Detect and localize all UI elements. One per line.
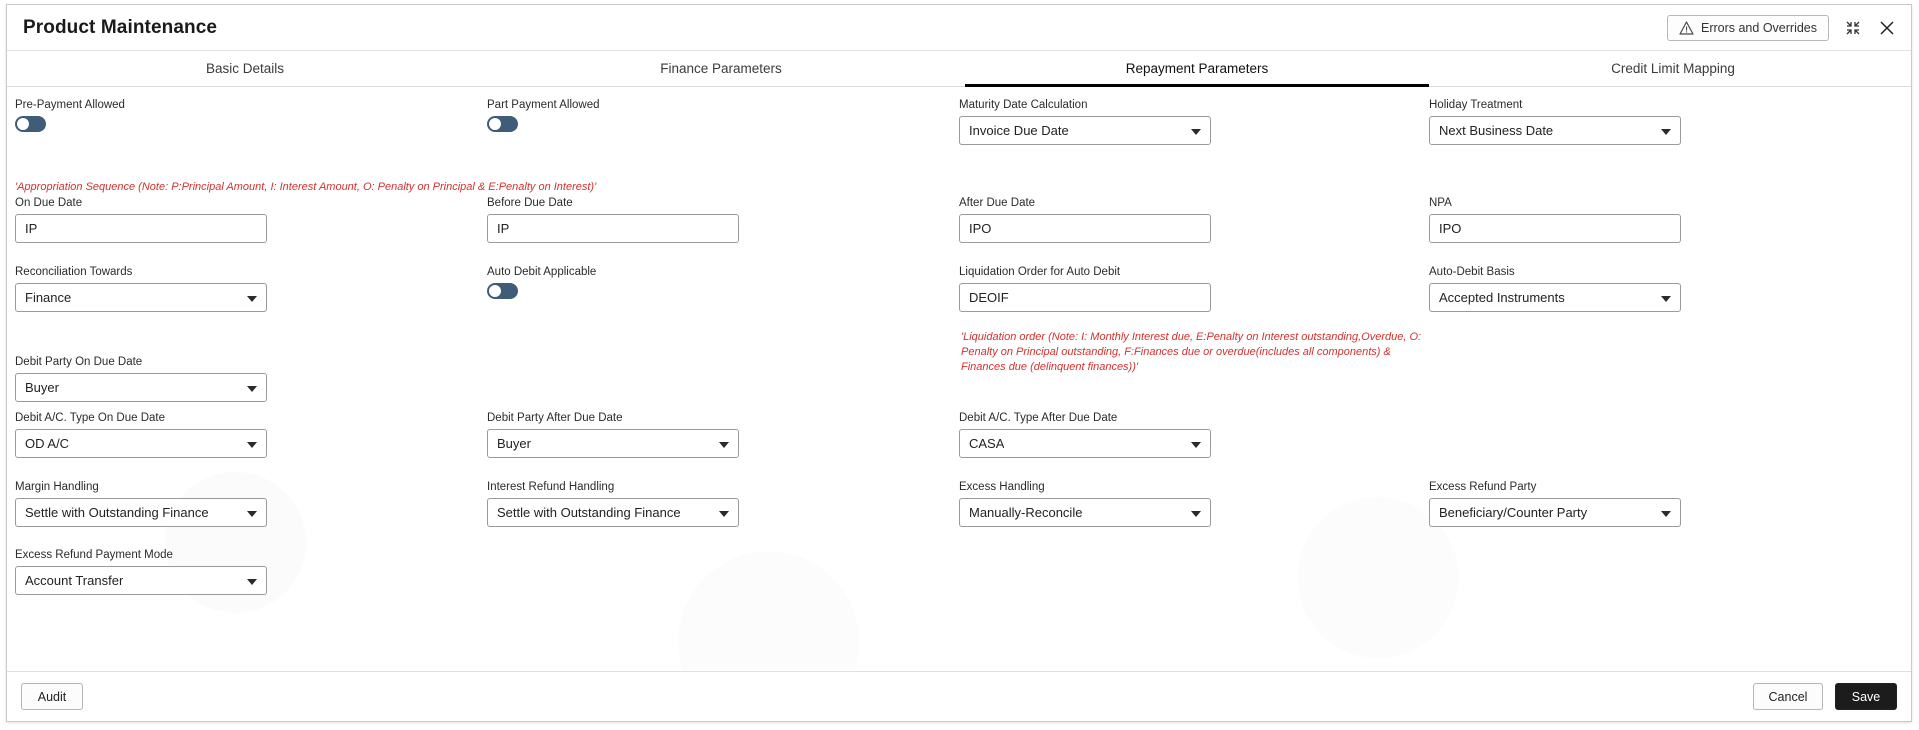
after-due-date-value: IPO (969, 221, 992, 236)
before-due-date-input[interactable] (487, 214, 739, 243)
npa-label: NPA (1429, 197, 1452, 209)
margin-handling-select[interactable] (15, 498, 267, 527)
errors-and-overrides-button[interactable] (1667, 15, 1829, 41)
chevron-down-icon (719, 442, 729, 448)
auto-debit-basis-label: Auto-Debit Basis (1429, 266, 1515, 278)
maturity-date-calculation-select[interactable] (959, 116, 1211, 145)
chevron-down-icon (247, 442, 257, 448)
maturity-date-calculation-label: Maturity Date Calculation (959, 99, 1088, 111)
excess-handling-label: Excess Handling (959, 481, 1045, 493)
chevron-down-icon (247, 296, 257, 302)
chevron-down-icon (247, 579, 257, 585)
appropriation-sequence-note: 'Appropriation Sequence (Note: P:Principal Amount, I: Interest Amount, O: Penalty on Principal & E:Penalty on Interest)' (15, 181, 597, 193)
tab-finance-parameters[interactable]: Finance Parameters (660, 61, 782, 76)
debit-ac-type-on-due-date-select[interactable] (15, 429, 267, 458)
chevron-down-icon (1661, 129, 1671, 135)
excess-refund-party-value: Beneficiary/Counter Party (1439, 505, 1588, 520)
excess-refund-party-select[interactable] (1429, 498, 1681, 527)
auto-debit-basis-select[interactable] (1429, 283, 1681, 312)
errors-and-overrides-label: Errors and Overrides (1700, 20, 1817, 35)
reconciliation-towards-label: Reconciliation Towards (15, 266, 133, 278)
collapse-icon[interactable] (1843, 18, 1863, 38)
chevron-down-icon (247, 511, 257, 517)
after-due-date-label: After Due Date (959, 197, 1036, 209)
chevron-down-icon (1191, 129, 1201, 135)
debit-ac-type-after-due-date-label: Debit A/C. Type After Due Date (959, 412, 1118, 424)
title-bar-actions (1667, 15, 1897, 41)
auto-debit-applicable-label: Auto Debit Applicable (487, 266, 597, 278)
debit-party-on-due-date-select[interactable] (15, 373, 267, 402)
field-margin-handling (15, 481, 271, 527)
debit-party-after-due-date-value: Buyer (497, 436, 531, 451)
field-pre-payment-allowed (15, 99, 271, 137)
chevron-down-icon (1661, 511, 1671, 517)
excess-refund-payment-mode-label: Excess Refund Payment Mode (15, 549, 173, 561)
save-button[interactable]: Save (1835, 683, 1897, 710)
auto-debit-applicable-toggle[interactable] (487, 283, 518, 299)
field-maturity-date-calculation (959, 99, 1215, 145)
tab-basic-details[interactable]: Basic Details (205, 61, 285, 76)
excess-refund-payment-mode-value: Account Transfer (25, 573, 124, 588)
field-after-due-date (959, 197, 1215, 243)
form-body (7, 87, 1911, 671)
field-debit-party-after-due-date (487, 412, 743, 458)
reconciliation-towards-value: Finance (25, 290, 72, 305)
before-due-date-label: Before Due Date (487, 197, 573, 209)
on-due-date-label: On Due Date (15, 197, 83, 209)
field-debit-ac-type-on-due-date (15, 412, 271, 458)
field-auto-debit-basis (1429, 266, 1685, 312)
form-grid (7, 87, 1911, 588)
excess-refund-payment-mode-select[interactable] (15, 566, 267, 595)
field-excess-refund-payment-mode (15, 549, 271, 595)
audit-button[interactable]: Audit (21, 683, 83, 710)
liquidation-order-label: Liquidation Order for Auto Debit (959, 266, 1121, 278)
maturity-date-calculation-value: Invoice Due Date (969, 123, 1069, 138)
margin-handling-value: Settle with Outstanding Finance (25, 505, 209, 520)
field-before-due-date (487, 197, 743, 243)
chevron-down-icon (1191, 511, 1201, 517)
chevron-down-icon (719, 511, 729, 517)
debit-ac-type-on-due-date-value: OD A/C (25, 436, 70, 451)
liquidation-order-note: 'Liquidation order (Note: I: Monthly Interest due, E:Penalty on Interest outstanding,Overdue, O: Penalty on Principal outstanding, F:Finances due or overdue(includes all components) & Finances due (delinquent finances))' (961, 331, 1422, 373)
field-excess-handling (959, 481, 1215, 527)
holiday-treatment-label: Holiday Treatment (1429, 99, 1523, 111)
chevron-down-icon (1661, 296, 1671, 302)
cancel-button[interactable]: Cancel (1753, 683, 1823, 710)
excess-handling-value: Manually-Reconcile (969, 505, 1083, 520)
margin-handling-label: Margin Handling (15, 481, 99, 493)
debit-ac-type-after-due-date-value: CASA (969, 436, 1005, 451)
excess-handling-select[interactable] (959, 498, 1211, 527)
debit-party-after-due-date-select[interactable] (487, 429, 739, 458)
pre-payment-allowed-label: Pre-Payment Allowed (15, 99, 125, 111)
field-interest-refund-handling (487, 481, 743, 527)
interest-refund-handling-select[interactable] (487, 498, 739, 527)
tab-bar (7, 51, 1911, 87)
tab-credit-limit-mapping[interactable]: Credit Limit Mapping (1611, 61, 1735, 76)
npa-value: IPO (1439, 221, 1462, 236)
liquidation-order-input[interactable] (959, 283, 1211, 312)
field-excess-refund-party (1429, 481, 1685, 527)
chevron-down-icon (1191, 442, 1201, 448)
auto-debit-basis-value: Accepted Instruments (1439, 290, 1565, 305)
debit-party-on-due-date-value: Buyer (25, 380, 59, 395)
footer-actions (1753, 683, 1897, 710)
reconciliation-towards-select[interactable] (15, 283, 267, 312)
title-bar (7, 5, 1911, 51)
on-due-date-value: IP (25, 221, 38, 236)
interest-refund-handling-label: Interest Refund Handling (487, 481, 615, 493)
interest-refund-handling-value: Settle with Outstanding Finance (497, 505, 681, 520)
debit-party-on-due-date-label: Debit Party On Due Date (15, 356, 143, 368)
debit-ac-type-after-due-date-select[interactable] (959, 429, 1211, 458)
field-debit-ac-type-after-due-date (959, 412, 1215, 458)
debit-party-after-due-date-label: Debit Party After Due Date (487, 412, 623, 424)
part-payment-allowed-toggle[interactable] (487, 116, 518, 132)
part-payment-allowed-label: Part Payment Allowed (487, 99, 600, 111)
product-maintenance-window (6, 4, 1912, 722)
footer-bar (7, 671, 1911, 721)
after-due-date-input[interactable] (959, 214, 1211, 243)
npa-input[interactable] (1429, 214, 1681, 243)
before-due-date-value: IP (497, 221, 510, 236)
holiday-treatment-select[interactable] (1429, 116, 1681, 145)
field-reconciliation-towards (15, 266, 271, 312)
holiday-treatment-value: Next Business Date (1439, 123, 1554, 138)
on-due-date-input[interactable] (15, 214, 267, 243)
field-part-payment-allowed (487, 99, 743, 137)
field-on-due-date (15, 197, 271, 243)
field-auto-debit-applicable (487, 266, 743, 304)
field-holiday-treatment (1429, 99, 1685, 145)
field-debit-party-on-due-date (15, 356, 271, 402)
close-icon[interactable] (1877, 18, 1897, 38)
field-npa (1429, 197, 1685, 243)
warning-triangle-icon (1679, 21, 1694, 35)
pre-payment-allowed-toggle[interactable] (15, 116, 46, 132)
tab-repayment-parameters[interactable]: Repayment Parameters (959, 51, 1435, 86)
page-title: Product Maintenance (23, 16, 218, 38)
chevron-down-icon (247, 386, 257, 392)
field-liquidation-order (959, 266, 1215, 312)
excess-refund-party-label: Excess Refund Party (1429, 481, 1537, 493)
debit-ac-type-on-due-date-label: Debit A/C. Type On Due Date (15, 412, 166, 424)
liquidation-order-value: DEOIF (969, 290, 1009, 305)
